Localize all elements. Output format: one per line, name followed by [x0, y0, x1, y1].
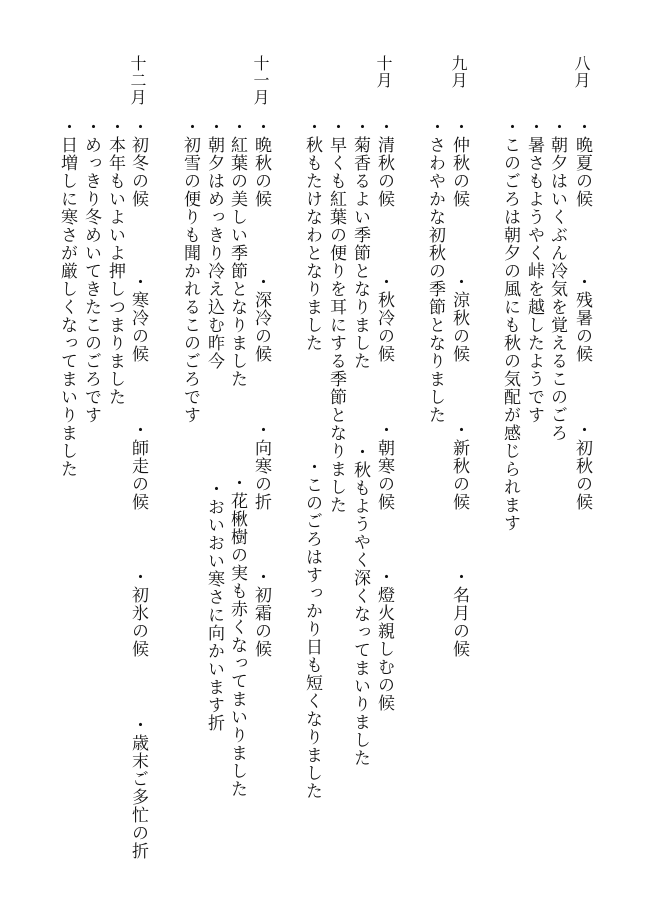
- october-line-3: [324, 118, 348, 898]
- phrase: ・このごろは朝夕の風にも秋の気配が感じられます: [500, 118, 520, 532]
- phrase: ・深冷の候: [251, 273, 271, 363]
- phrase: ・涼秋の候: [449, 273, 469, 363]
- phrase: ・暑さもようやく峠を越したようです: [524, 118, 544, 424]
- phrase: ・おいおい寒さに向かいます折: [204, 480, 224, 732]
- september-line-1: [447, 118, 471, 898]
- phrase: ・朝夕はいくぶん冷気を覚えるこのごろ: [547, 118, 567, 442]
- phrase: ・菊香るよい季節となりました: [350, 118, 370, 370]
- august-line-4: [498, 118, 522, 898]
- november-line-1: [249, 118, 273, 898]
- november-line-2: [225, 118, 249, 898]
- phrase: ・朝寒の候: [374, 421, 394, 511]
- december-line-4: [55, 118, 79, 898]
- phrase: ・寒冷の候: [128, 273, 148, 363]
- phrase: ・初冬の候: [128, 118, 148, 208]
- august-line-1: [570, 118, 594, 898]
- november-line-3: [202, 118, 226, 898]
- phrase: ・晩夏の候: [572, 118, 592, 208]
- phrase: ・新秋の候: [449, 421, 469, 511]
- phrase: ・残暑の候: [572, 273, 592, 363]
- phrase: ・朝夕はめっきり冷え込む昨今: [204, 118, 224, 370]
- december-line-2: [103, 118, 127, 898]
- phrase: ・秋冷の候: [374, 273, 394, 363]
- november-line-4: [178, 118, 202, 898]
- month-heading-october: 十月: [374, 55, 393, 89]
- october-line-2: [348, 118, 372, 898]
- phrase: ・歳末ご多忙の折: [128, 716, 148, 860]
- august-line-2: [545, 118, 569, 898]
- phrase: ・このごろはすっかり日も短くなりました: [302, 458, 322, 800]
- phrase: ・日増しに寒さが厳しくなってまいりました: [57, 118, 77, 478]
- phrase: ・さわやかな初秋の季節となりました: [425, 118, 445, 424]
- october-line-1: [372, 118, 396, 898]
- phrase: ・初秋の候: [572, 421, 592, 511]
- december-line-1: [126, 118, 150, 898]
- phrase: ・本年もいよいよ押しつまりました: [105, 118, 125, 406]
- phrase: ・師走の候: [128, 421, 148, 511]
- phrase: ・早くも紅葉の便りを耳にする季節となりました: [326, 118, 346, 514]
- month-heading-august: 八月: [572, 55, 591, 89]
- phrase: ・仲秋の候: [449, 118, 469, 208]
- phrase: ・めっきり冬めいてきたこのごろです: [81, 118, 101, 424]
- december-line-3: [79, 118, 103, 898]
- phrase: ・名月の候: [449, 568, 469, 658]
- september-line-2: [423, 118, 447, 898]
- phrase: ・向寒の折: [251, 421, 271, 511]
- month-heading-november: 十一月: [251, 55, 270, 106]
- october-line-4: [300, 118, 324, 898]
- month-heading-december: 十二月: [128, 55, 147, 106]
- august-line-3: [522, 118, 546, 898]
- phrase: ・初霜の候: [251, 568, 271, 658]
- phrase: ・秋もたけなわとなりました: [302, 118, 322, 352]
- phrase: ・秋もようやく深くなってまいりました: [350, 443, 370, 767]
- phrase: ・初氷の候: [128, 568, 148, 658]
- phrase: ・燈火親しむの候: [374, 568, 394, 712]
- phrase: ・晩秋の候: [251, 118, 271, 208]
- phrase: ・花楸樹の実も赤くなってまいりました: [227, 474, 247, 798]
- phrase: ・初雪の便りも聞かれるこのごろです: [180, 118, 200, 424]
- month-heading-september: 九月: [449, 55, 468, 89]
- phrase: ・清秋の候: [374, 118, 394, 208]
- phrase: ・紅葉の美しい季節となりました: [227, 118, 247, 388]
